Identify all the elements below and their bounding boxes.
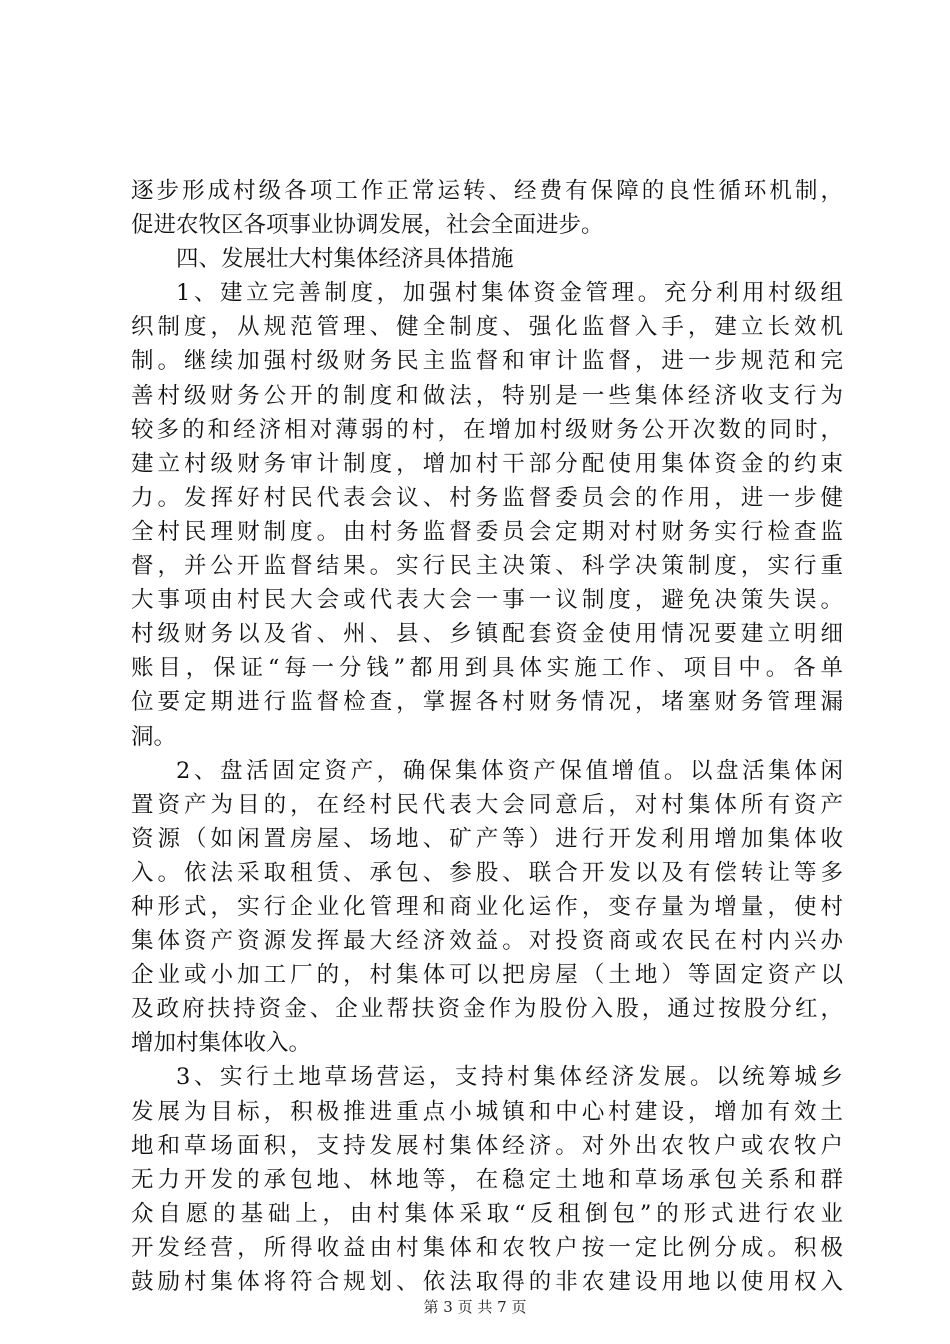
text-line: 3、实行土地草场营运，支持村集体经济发展。以统筹城乡: [176, 1064, 843, 1091]
text-line: 四、发展壮大村集体经济具体措施: [176, 246, 514, 273]
text-line: 2、盘活固定资产，确保集体资产保值增值。以盘活集体闲: [176, 757, 843, 784]
text-line: 入。依法采取租赁、承包、参股、联合开发以及有偿转让等多: [131, 859, 843, 886]
text-line: 位要定期进行监督检查，掌握各村财务情况，堵塞财务管理漏: [131, 689, 843, 716]
text-line: 制。继续加强村级财务民主监督和审计监督，进一步规范和完: [131, 348, 843, 375]
text-line: 较多的和经济相对薄弱的村，在增加村级财务公开次数的同时，: [131, 416, 843, 443]
text-line: 账目，保证“每一分钱”都用到具体实施工作、项目中。各单: [131, 655, 843, 682]
text-line: 及政府扶持资金、企业帮扶资金作为股份入股，通过按股分红，: [131, 996, 843, 1023]
text-line: 企业或小加工厂的，村集体可以把房屋（土地）等固定资产以: [131, 962, 843, 989]
page-footer: 第 3 页 共 7 页: [423, 1298, 527, 1316]
text-line: 建立村级财务审计制度，增加村干部分配使用集体资金的约束: [131, 450, 843, 477]
text-line: 织制度，从规范管理、健全制度、强化监督入手，建立长效机: [131, 314, 843, 341]
document-body: [131, 174, 843, 1299]
text-line: 力。发挥好村民代表会议、村务监督委员会的作用，进一步健: [131, 484, 843, 511]
text-line: 集体资产资源发挥最大经济效益。对投资商或农民在村内兴办: [131, 928, 843, 955]
text-line: 善村级财务公开的制度和做法，特别是一些集体经济收支行为: [131, 382, 843, 409]
text-line: 开发经营，所得收益由村集体和农牧户按一定比例分成。积极: [131, 1234, 843, 1261]
text-line: 洞。: [131, 723, 177, 750]
text-line: 督，并公开监督结果。实行民主决策、科学决策制度，实行重: [131, 553, 843, 580]
text-line: 全村民理财制度。由村务监督委员会定期对村财务实行检查监: [131, 518, 843, 545]
text-line: 发展为目标，积极推进重点小城镇和中心村建设，增加有效土: [131, 1098, 843, 1125]
text-line: 资源（如闲置房屋、场地、矿产等）进行开发利用增加集体收: [131, 825, 843, 852]
text-line: 鼓励村集体将符合规划、依法取得的非农建设用地以使用权入: [131, 1269, 843, 1295]
text-line: 村级财务以及省、州、县、乡镇配套资金使用情况要建立明细: [131, 621, 843, 648]
text-line: 大事项由村民大会或代表大会一事一议制度，避免决策失误。: [131, 587, 843, 614]
text-line: 种形式，实行企业化管理和商业化运作，变存量为增量，使村: [131, 893, 843, 920]
text-line: 地和草场面积，支持发展村集体经济。对外出农牧户或农牧户: [131, 1132, 843, 1159]
text-line: 置资产为目的，在经村民代表大会同意后，对村集体所有资产: [131, 791, 843, 818]
text-line: 促进农牧区各项事业协调发展，社会全面进步。: [131, 212, 604, 239]
text-line: 逐步形成村级各项工作正常运转、经费有保障的良性循环机制，: [131, 178, 843, 204]
text-line: 增加村集体收入。: [131, 1030, 312, 1057]
text-line: 众自愿的基础上，由村集体采取“反租倒包”的形式进行农业: [131, 1200, 843, 1227]
text-line: 1、建立完善制度，加强村集体资金管理。充分利用村级组: [176, 280, 843, 307]
text-line: 无力开发的承包地、林地等，在稳定土地和草场承包关系和群: [131, 1166, 843, 1193]
